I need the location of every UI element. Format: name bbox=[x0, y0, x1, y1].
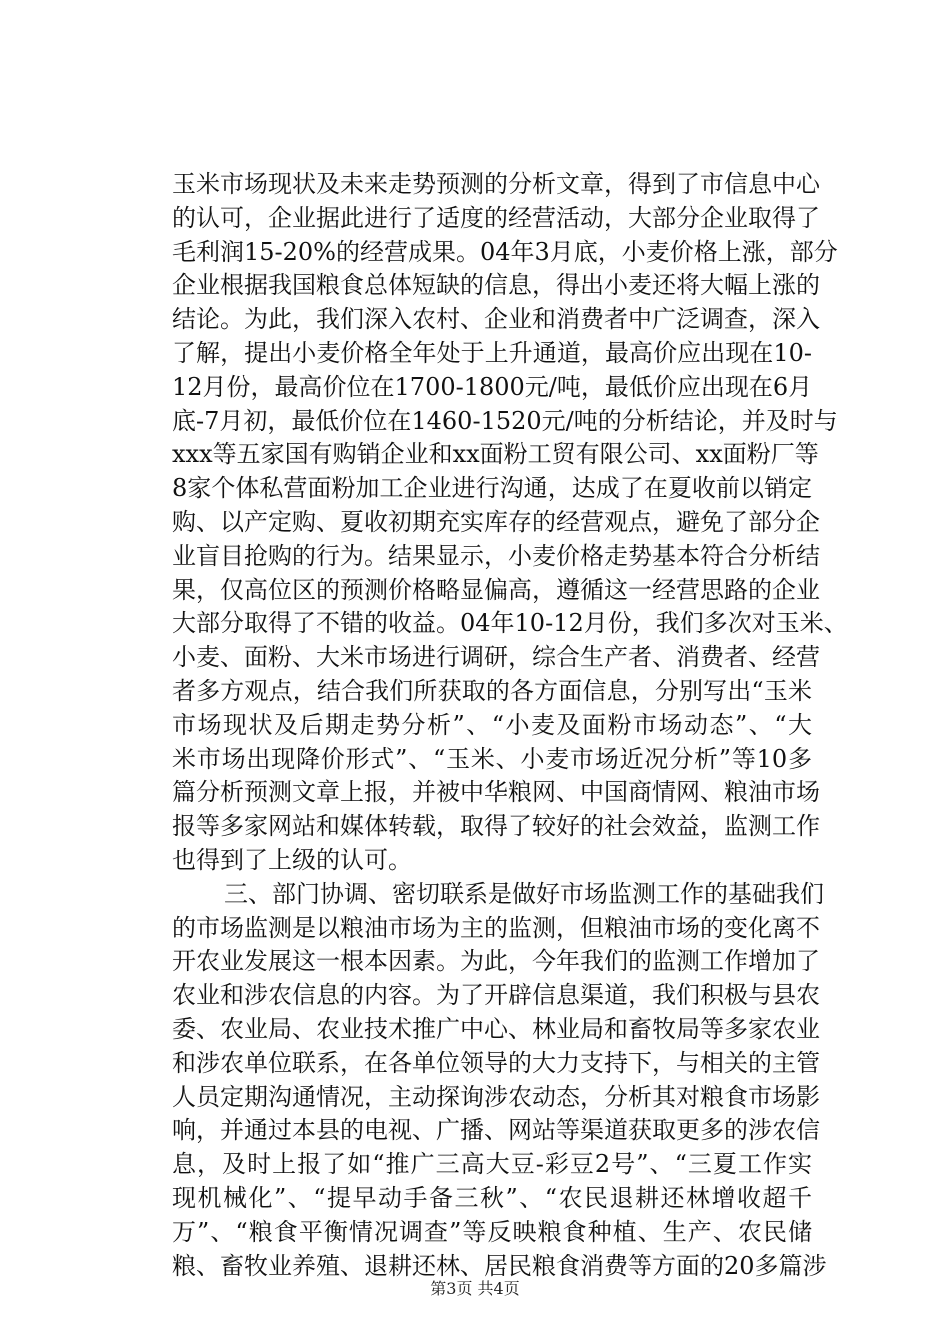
text-line: 的市场监测是以粮油市场为主的监测，但粮油市场的变化离不 bbox=[172, 913, 820, 942]
text-line: 粮、畜牧业养殖、退耕还林、居民粮食消费等方面的20多篇涉 bbox=[172, 1251, 827, 1280]
text-line: 8家个体私营面粉加工企业进行沟通，达成了在夏收前以销定 bbox=[172, 474, 812, 503]
text-line: 的认可，企业据此进行了适度的经营活动，大部分企业取得了 bbox=[172, 203, 820, 232]
text-line: 玉米市场现状及未来走势预测的分析文章，得到了市信息中心 bbox=[172, 170, 820, 198]
text-line: 委、农业局、农业技术推广中心、林业局和畜牧局等多家农业 bbox=[172, 1014, 820, 1043]
document-body bbox=[172, 168, 848, 1283]
text-line: 响，并通过本县的电视、广播、网站等渠道获取更多的涉农信 bbox=[172, 1116, 820, 1145]
text-line: 开农业发展这一根本因素。为此，今年我们的监测工作增加了 bbox=[172, 947, 820, 976]
text-line: 篇分析预测文章上报，并被中华粮网、中国商情网、粮油市场 bbox=[172, 778, 820, 807]
text-line: 米市场出现降价形式”、“玉米、小麦市场近况分析”等10多 bbox=[172, 744, 812, 773]
text-line: 市场现状及后期走势分析”、“小麦及面粉市场动态”、“大 bbox=[172, 710, 812, 739]
text-line: 和涉农单位联系，在各单位领导的大力支持下，与相关的主管 bbox=[172, 1048, 820, 1077]
text-line: 人员定期沟通情况，主动探询涉农动态，分析其对粮食市场影 bbox=[172, 1082, 820, 1111]
paragraph-start-line: 三、部门协调、密切联系是做好市场监测工作的基础我们 bbox=[224, 879, 824, 908]
text-line: 业盲目抢购的行为。结果显示，小麦价格走势基本符合分析结 bbox=[172, 541, 820, 570]
text-line: 者多方观点，结合我们所获取的各方面信息，分别写出“玉米 bbox=[172, 676, 812, 705]
text-line: 企业根据我国粮食总体短缺的信息，得出小麦还将大幅上涨的 bbox=[172, 271, 820, 300]
text-line: 小麦、面粉、大米市场进行调研，综合生产者、消费者、经营 bbox=[172, 643, 820, 672]
text-line: 息，及时上报了如“推广三高大豆-彩豆2号”、“三夏工作实 bbox=[172, 1150, 812, 1179]
text-line: 底-7月初，最低价位在1460-1520元/吨的分析结论，并及时与 bbox=[172, 406, 838, 435]
page-number-footer: 第3页 共4页 bbox=[430, 1279, 520, 1298]
text-line: 报等多家网站和媒体转载，取得了较好的社会效益，监测工作 bbox=[172, 812, 820, 841]
text-line: 农业和涉农信息的内容。为了开辟信息渠道，我们积极与县农 bbox=[172, 981, 820, 1010]
text-line: 了解，提出小麦价格全年处于上升通道，最高价应出现在10- bbox=[172, 338, 812, 367]
text-line: 12月份，最高价位在1700-1800元/吨，最低价应出现在6月 bbox=[172, 372, 813, 401]
text-line: 结论。为此，我们深入农村、企业和消费者中广泛调查，深入 bbox=[172, 305, 820, 334]
text-line: 现机械化”、“提早动手备三秋”、“农民退耕还林增收超千 bbox=[172, 1183, 812, 1212]
text-line: 毛利润15-20%的经营成果。04年3月底，小麦价格上涨，部分 bbox=[172, 237, 838, 266]
text-line: 大部分取得了不错的收益。04年10-12月份，我们多次对玉米、 bbox=[172, 609, 848, 638]
text-line: 购、以产定购、夏收初期充实库存的经营观点，避免了部分企 bbox=[172, 507, 820, 536]
text-line: 也得到了上级的认可。 bbox=[172, 845, 412, 874]
text-line: 果，仅高位区的预测价格略显偏高，遵循这一经营思路的企业 bbox=[172, 575, 820, 604]
text-line: 万”、“粮食平衡情况调查”等反映粮食种植、生产、农民储 bbox=[172, 1217, 812, 1246]
text-line: xxx等五家国有购销企业和xx面粉工贸有限公司、xx面粉厂等 bbox=[172, 440, 819, 469]
